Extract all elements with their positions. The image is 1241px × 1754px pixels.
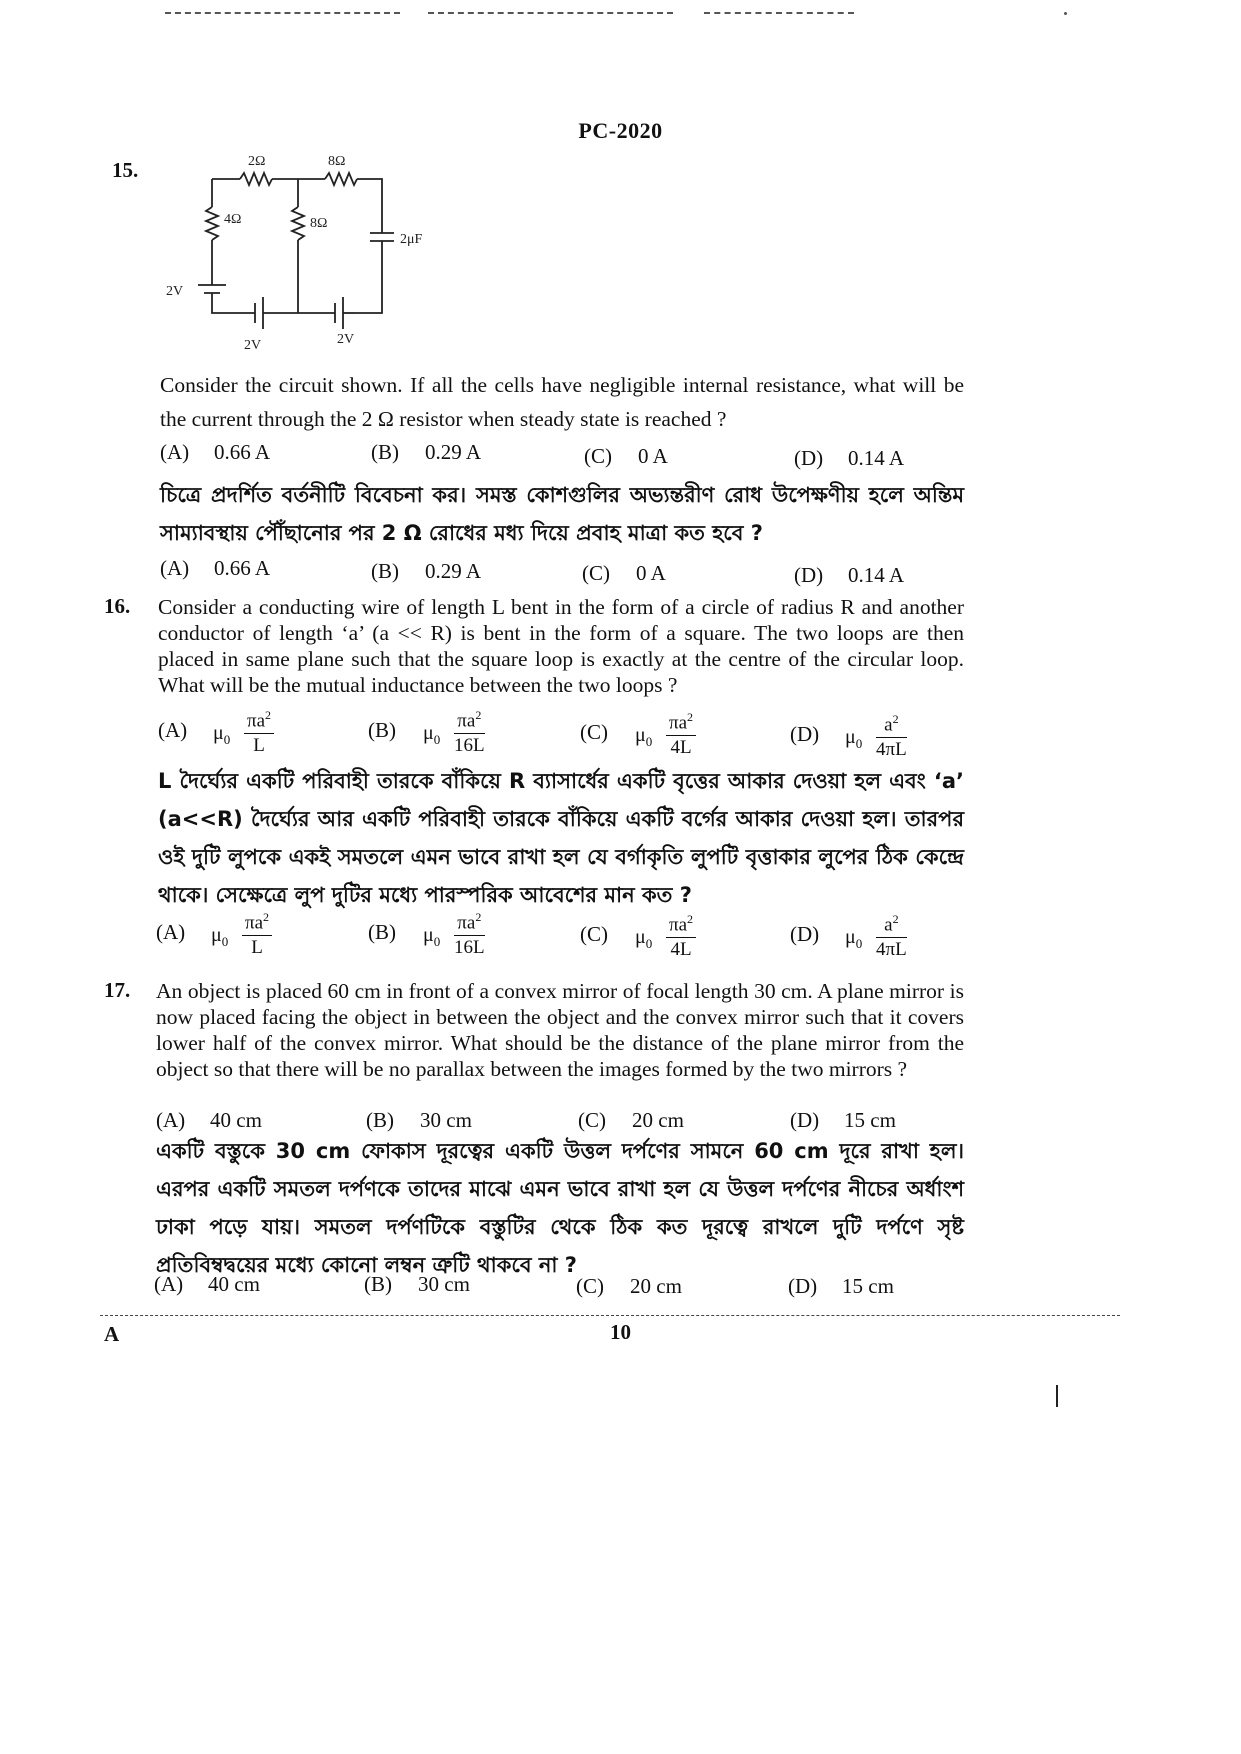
circuit-label-v2: 2V	[244, 338, 262, 353]
set-label: A	[104, 1322, 120, 1346]
option-a: (A) 0.66 A	[160, 440, 271, 464]
option-c-bn: (C) 0 A	[582, 561, 666, 585]
circuit-label-r1: 2Ω	[248, 154, 266, 169]
top-rule-1	[165, 12, 400, 14]
footer-rule	[100, 1315, 1120, 1316]
circuit-label-cap: 2μF	[400, 232, 423, 247]
option-d: (D) 15 cm	[790, 1108, 896, 1132]
option-d-bn: (D) 0.14 A	[794, 563, 905, 587]
option-c: (C) 20 cm	[578, 1108, 684, 1132]
question-text-bn: L দৈর্ঘ্যের একটি পরিবাহী তারকে বাঁকিয়ে R ব্যাসার্ধের একটি বৃত্তের আকার দেওয়া হল এবং ‘a’ (a<<R) দৈর্ঘ্যের আর একটি পরিবাহী তারকে বাঁকিয়ে একটি বর্গের আকার দেওয়া হল। তারপর ওই দুটি লুপকে একই সমতলে এমন ভাবে রাখা হল যে বর্গাকৃতি লুপটি বৃত্তাকার লুপের ঠিক কেন্দ্রে থাকে। সেক্ষেত্রে লুপ দুটির মধ্যে পারস্পরিক আবেশের মান কত ?	[158, 769, 964, 907]
option-a-bn: (A) 40 cm	[154, 1272, 260, 1296]
option-d: (D) 0.14 A	[794, 446, 905, 470]
circuit-label-v3: 2V	[337, 332, 355, 347]
question-number: 15.	[112, 158, 139, 182]
circuit-label-v1: 2V	[166, 284, 184, 299]
top-rule-3	[704, 12, 854, 14]
option-d-bn: (D) 15 cm	[788, 1274, 894, 1298]
question-number: 16.	[104, 594, 131, 618]
option-c: (C) 0 A	[584, 444, 668, 468]
circuit-label-r4: 8Ω	[310, 216, 328, 231]
page-number: 10	[610, 1320, 631, 1344]
top-rule-2	[428, 12, 673, 14]
circuit-label-r3: 4Ω	[224, 212, 242, 227]
option-b-bn: (B) 0.29 A	[371, 559, 482, 583]
question-text-en: Consider a conducting wire of length L bent in the form of a circle of radius R and another conductor of length ‘a’ (a << R) is bent in the form of a square. The two loops are then placed in same plane such that the square loop is exactly at the centre of the circular loop. What will be the mutual inductance between the two loops ?	[158, 595, 964, 697]
option-b: (B) 0.29 A	[371, 440, 482, 464]
exam-page: PC-2020 15. 2Ω 8Ω 4Ω 8Ω 2μF 2V 2V 2V Consider the circuit shown. If all the cells have negligible internal resistance, what will be the current through the 2 Ω resistor when steady state is reached ? (A) 0.66 A (B) 0.29 A (C) 0 A (D) 0.14 A চিত্রে প্রদর্শিত বর্তনীটি বিবেচনা কর। সমস্ত কোশগুলির অভ্যন্তরীণ রোধ উপেক্ষণীয় হলে অন্তিম সাম্যাবস্থায় পৌঁছানোর পর 2 Ω রোধের মধ্য দিয়ে প্রবাহ মাত্রা কত হবে ? (A) 0.66 A (B) 0.29 A (C) 0 A (D) 0.14 A 16. Consider a conducting wire of length L bent in the form of a circle of radius R and another conductor of length ‘a’ (a << R) is bent in the form of a square. The two loops are then placed in same plane such that the square loop is exactly at the centre of the circular loop. What will be the mutual inductance between the two loops ? (A) $\mu_0$ $\frac{\pi a^2}{L}$ (B) $\mu_0$ $\frac{\pi a^2}{16L}$ (C) $\mu_0$ $\frac{\pi a^2}{4L}$ (D) $\mu_0$ $\frac{a^2}{4\pi L}$ L দৈর্ঘ্যের একটি পরিবাহী তারকে বাঁকিয়ে R ব্যাসার্ধের একটি বৃত্তের আকার দেওয়া হল এবং ‘a’ (a<<R) দৈর্ঘ্যের আর একটি পরিবাহী তারকে বাঁকিয়ে একটি বর্গের আকার দেওয়া হল। তারপর ওই দুটি লুপকে একই সমতলে এমন ভাবে রাখা হল যে বর্গাকৃতি লুপটি বৃত্তাকার লুপের ঠিক কেন্দ্রে থাকে। সেক্ষেত্রে লুপ দুটির মধ্যে পারস্পরিক আবেশের মান কত ? (A) $\mu_0$ $\frac{\pi a^2}{L}$ (B) $\mu_0$ $\frac{\pi a^2}{16L}$ (C) $\mu_0$ $\frac{\pi a^2}{4L}$ (D) $\mu_0$ $\frac{a^2}{4\pi L}$ 17. An object is placed 60 cm in front of a convex mirror of focal length 30 cm. A plane mirror is now placed facing the object in between the object and the convex mirror such that it covers lower half of the convex mirror. What should be the distance of the plane mirror from the object so that there will be no parallax between the images formed by the two mirrors ? (A) 40 cm (B) 30 cm (C) 20 cm (D) 15 cm একটি বস্তুকে 30 cm ফোকাস দূরত্বের একটি উত্তল দর্পণের সামনে 60 cm দূরে রাখা হল। এরপর একটি সমতল দর্পণকে তাদের মাঝে এমন ভাবে রাখা হল যে উত্তল দর্পণের নীচের অর্ধাংশ ঢাকা পড়ে যায়। সমতল দর্পণটিকে বস্তুটির থেকে ঠিক কত দূরত্বে রাখলে দুটি দর্পণে সৃষ্ট প্রতিবিম্বদ্বয়ের মধ্যে কোনো লম্বন ত্রুটি থাকবে না ? (A) 40 cm (B) 30 cm (C) 20 cm (D) 15 cm A 10	[0, 0, 1241, 1754]
option-c-bn: (C) 20 cm	[576, 1274, 682, 1298]
scan-mark	[1056, 1385, 1058, 1407]
option-a-bn: (A) 0.66 A	[160, 556, 271, 580]
option-b: (B) 30 cm	[366, 1108, 472, 1132]
scan-speck	[1064, 12, 1067, 15]
option-b-bn: (B) 30 cm	[364, 1272, 470, 1296]
option-a: (A) 40 cm	[156, 1108, 262, 1132]
question-number: 17.	[104, 978, 131, 1002]
paper-code: PC-2020	[578, 118, 663, 143]
circuit-diagram	[160, 145, 460, 355]
question-text-en: An object is placed 60 cm in front of a convex mirror of focal length 30 cm. A plane mirror is now placed facing the object in between the object and the convex mirror such that it covers lower half of the convex mirror. What should be the distance of the plane mirror from the object so that there will be no parallax between the images formed by the two mirrors ?	[156, 979, 964, 1081]
question-text-en: Consider the circuit shown. If all the cells have negligible internal resistance, what will be the current through the 2 Ω resistor when steady state is reached ?	[160, 373, 964, 431]
circuit-label-r2: 8Ω	[328, 154, 346, 169]
question-text-bn: চিত্রে প্রদর্শিত বর্তনীটি বিবেচনা কর। সমস্ত কোশগুলির অভ্যন্তরীণ রোধ উপেক্ষণীয় হলে অন্তিম সাম্যাবস্থায় পৌঁছানোর পর 2 Ω রোধের মধ্য দিয়ে প্রবাহ মাত্রা কত হবে ?	[160, 483, 964, 545]
question-text-bn: একটি বস্তুকে 30 cm ফোকাস দূরত্বের একটি উত্তল দর্পণের সামনে 60 cm দূরে রাখা হল। এরপর একটি সমতল দর্পণকে তাদের মাঝে এমন ভাবে রাখা হল যে উত্তল দর্পণের নীচের অর্ধাংশ ঢাকা পড়ে যায়। সমতল দর্পণটিকে বস্তুটির থেকে ঠিক কত দূরত্বে রাখলে দুটি দর্পণে সৃষ্ট প্রতিবিম্বদ্বয়ের মধ্যে কোনো লম্বন ত্রুটি থাকবে না ?	[156, 1139, 964, 1277]
